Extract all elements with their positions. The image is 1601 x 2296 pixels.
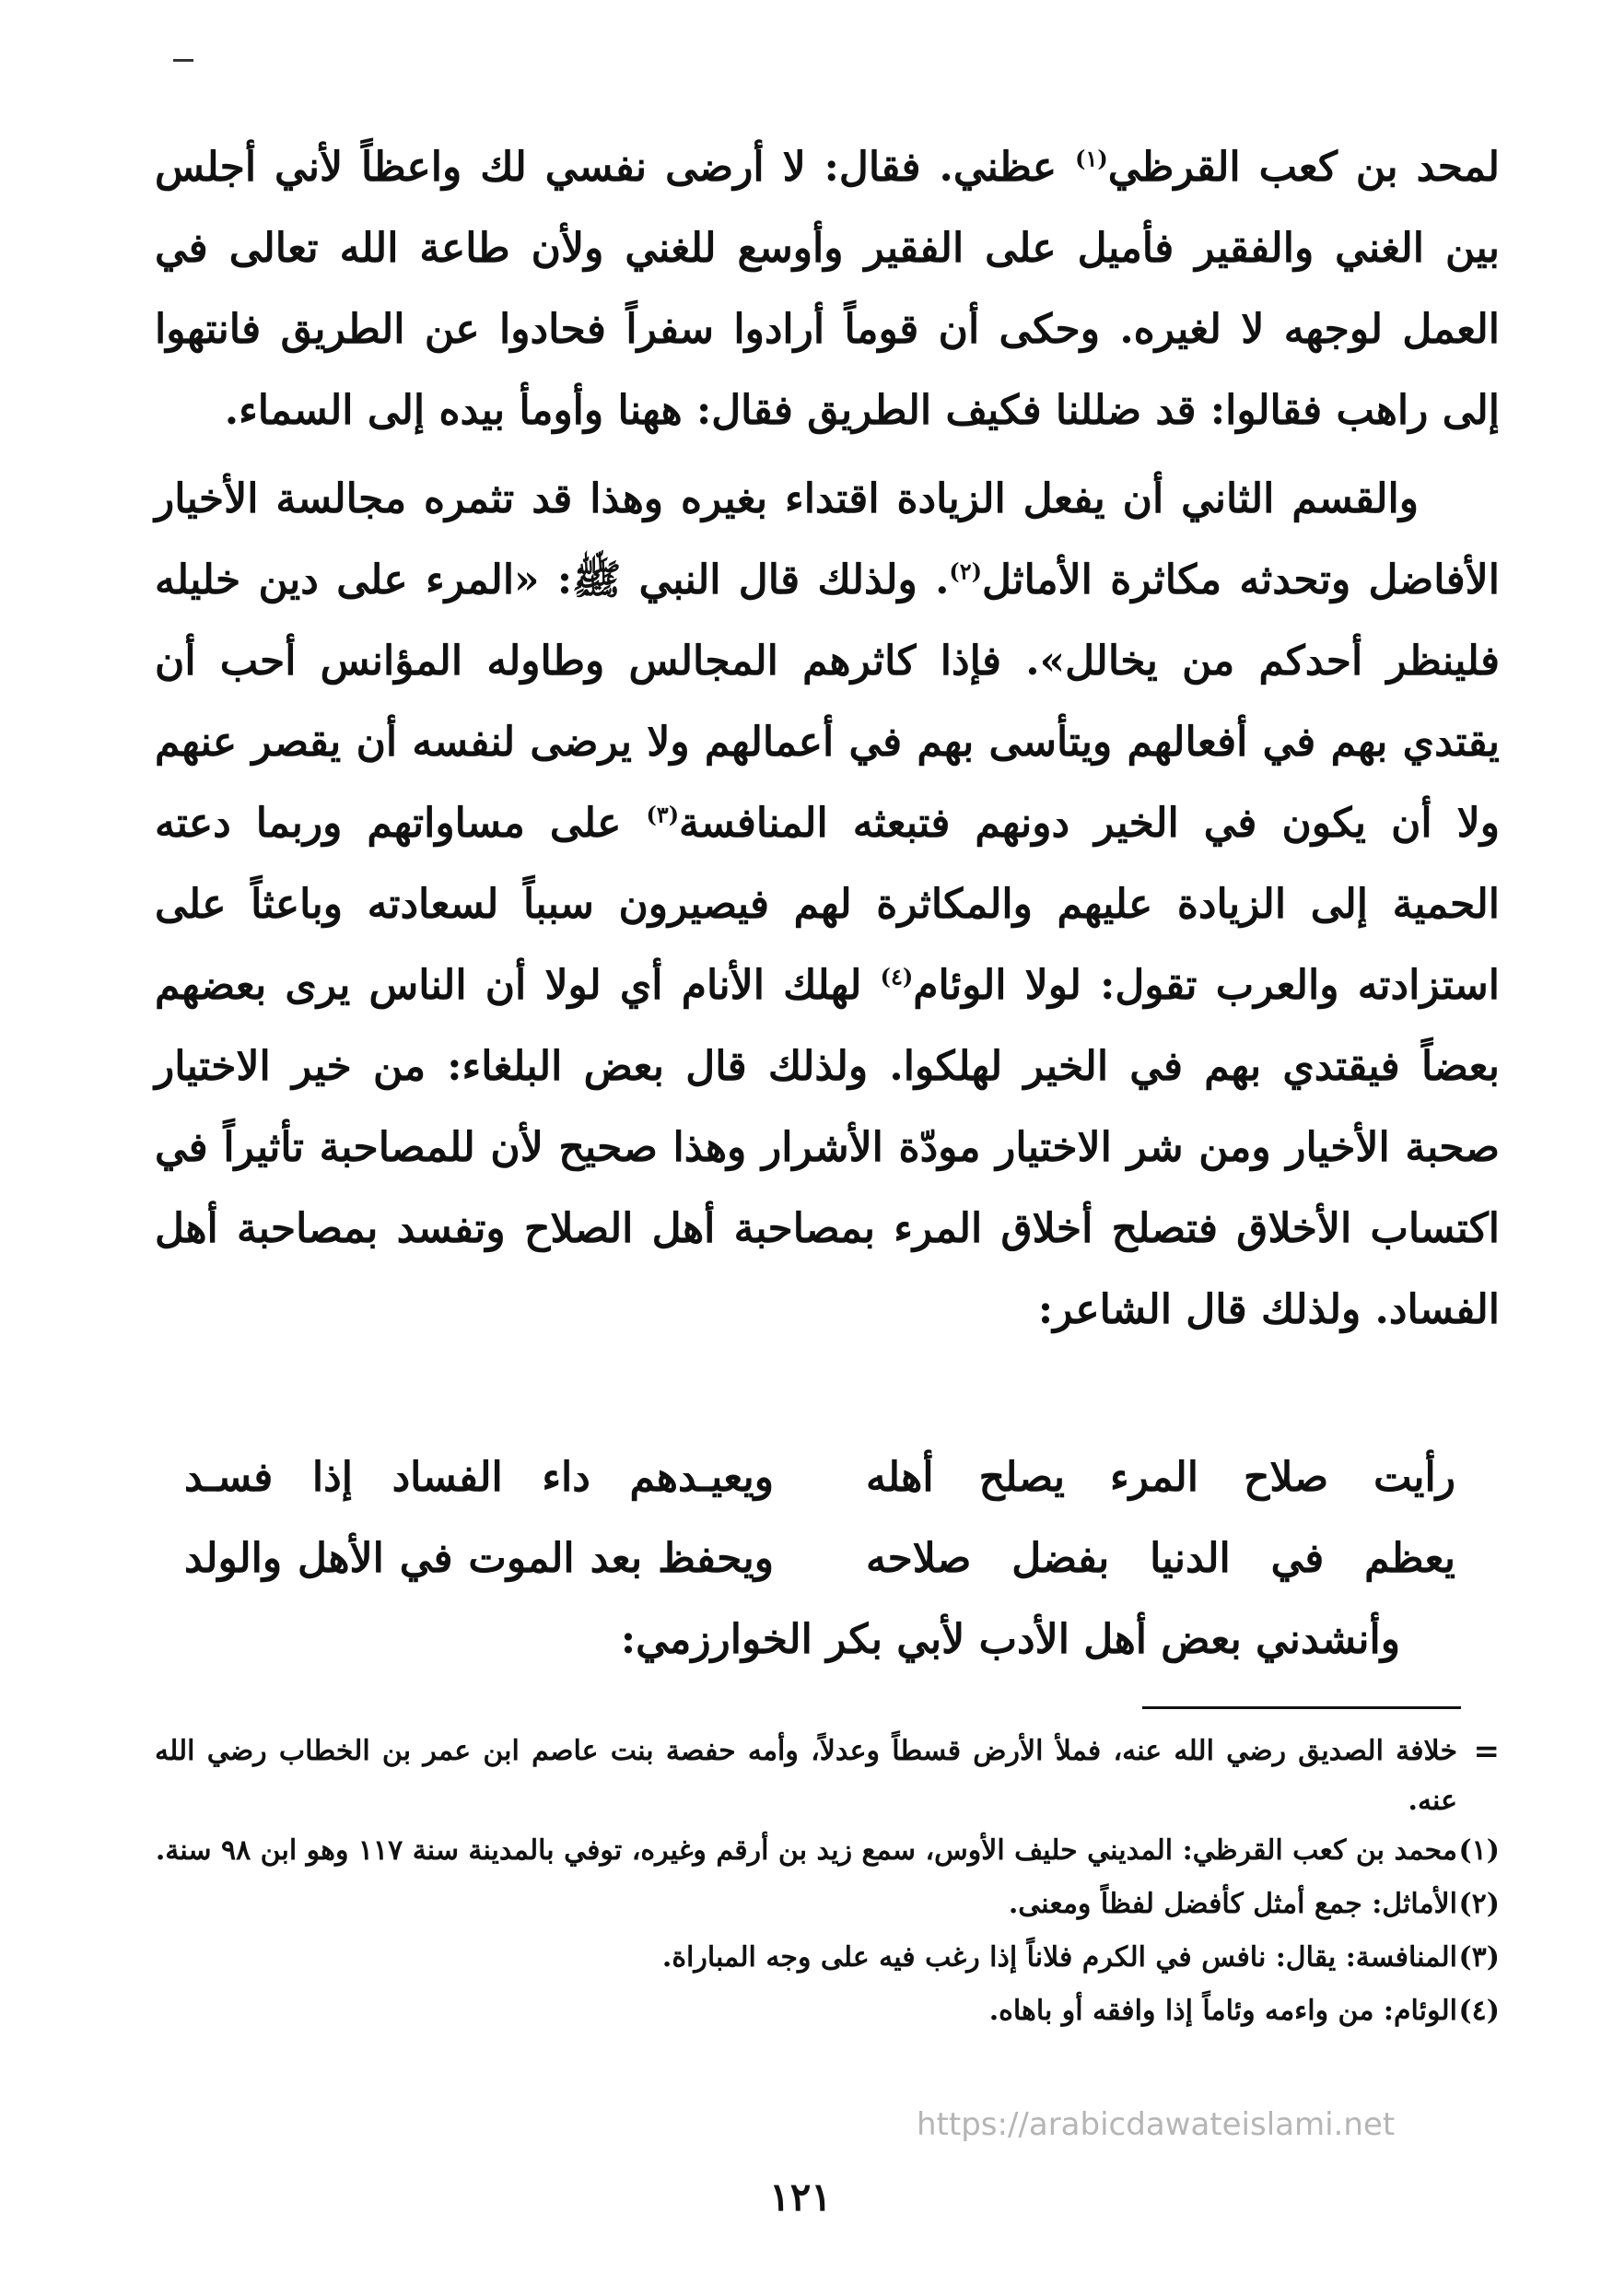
- footnote-ref-3[interactable]: (٣): [646, 801, 680, 828]
- paragraph-1: لمحد بن كعب القرظي$^{(١)}$ عظني. فقال: لا أرضى نفسي لك واعظاً لأني أجلس بين الغني والفقير فأميل على الفقير وأوسع للغني ولأن طاعة الله تعالى في العمل لوجهه لا لغيره. وحكى أن قوماً أرادوا سفراً فحادوا عن الطريق فانتهوا إلى راهب فقالوا: قد ضللنا فكيف الطريق فقال: ههنا وأومأ بيده إلى السماء.: [155, 144, 1500, 434]
- footnote-ref-4[interactable]: (٤): [880, 963, 914, 990]
- footnote-separator: [1142, 1706, 1461, 1709]
- main-text: [155, 127, 1500, 1351]
- footnote-2: (٢)الأماثل: جمع أمثل كأفضل لفظاً ومعنى.: [1008, 1888, 1500, 1920]
- verse-1-second-hemistich: ويعيـدهم داء الفساد إذا فسـد: [184, 1454, 774, 1501]
- scan-mark: [173, 59, 193, 62]
- footnote-ref-1[interactable]: (١): [1075, 145, 1108, 172]
- watermark-url: https://arabicdawateislami.net: [917, 2106, 1396, 2143]
- footnote-3: (٣)المنافسة: يقال: نافس في الكرم فلاناً إذا رغب فيه على وجه المباراة.: [661, 1941, 1500, 1974]
- verse-1-first-hemistich: رأيت صلاح المرء يصلح أهله: [866, 1454, 1455, 1501]
- after-poem-line: وأنشدني بعض أهل الأدب لأبي بكر الخوارزمي:: [620, 1616, 1400, 1663]
- footnote-1: (١)محمد بن كعب القرظي: المديني حليف الأوس، سمع زيد بن أرقم وغيره، توفي بالمدينة سنة ١١٧ وهو ابن ٩٨ سنة.: [155, 1834, 1500, 1867]
- footnotes: [155, 1727, 1500, 2040]
- footnote-ref-2[interactable]: (٢): [949, 557, 983, 585]
- paragraph-2: والقسم الثاني أن يفعل الزيادة اقتداء بغيره وهذا قد تثمره مجالسة الأخيار الأفاضل وتحدثه مكاثرة الأماثل$^{(٢)}$. ولذلك قال النبي ﷺ: «المرء على دين خليله فلينظر أحدكم من يخالل». فإذا كاثرهم المجالس وطاوله المؤانس أحب أن يقتدي بهم في أفعالهم ويتأسى بهم في أعمالهم ولا يرضى لنفسه أن يقصر عنهم ولا أن يكون في الخير دونهم فتبعثه المنافسة$^{(٣)}$ على مساواتهم وربما دعته الحمية إلى الزيادة عليهم والمكاثرة لهم فيصيرون سبباً لسعادته وباعثاً على استزادته والعرب تقول: لولا الوئام$^{(٤)}$ لهلك الأنام أي لولا أن الناس يرى بعضهم بعضاً فيقتدي بهم في الخير لهلكوا. ولذلك قال بعض البلغاء: من خير الاختيار صحبة الأخيار ومن شر الاختيار مودّة الأشرار وهذا صحيح لأن للمصاحبة تأثيراً في اكتساب الأخلاق فتصلح أخلاق المرء بمصاحبة أهل الصلاح وتفسد بمصاحبة أهل الفساد. ولذلك قال الشاعر:: [155, 475, 1501, 1333]
- verse-1: [184, 1437, 1455, 1518]
- footnote-continuation: = خلافة الصديق رضي الله عنه، فملأ الأرض قسطاً وعدلاً، وأمه حفصة بنت عاصم ابن عمر بن الخطاب رضي الله عنه.: [155, 1727, 1500, 1826]
- verse-2: [184, 1518, 1455, 1599]
- verse-2-first-hemistich: يعظم في الدنيا بفضل صلاحه: [866, 1535, 1455, 1582]
- footnote-4: (٤)الوئام: من واءمه وئاماً إذا وافقه أو باهاه.: [988, 1995, 1500, 2027]
- continuation-mark: =: [1473, 1733, 1500, 1770]
- poem: [184, 1437, 1455, 1681]
- page-number: ١٢١: [769, 2174, 832, 2220]
- verse-2-second-hemistich: ويحفظ بعد الموت في الأهل والولد: [184, 1535, 774, 1582]
